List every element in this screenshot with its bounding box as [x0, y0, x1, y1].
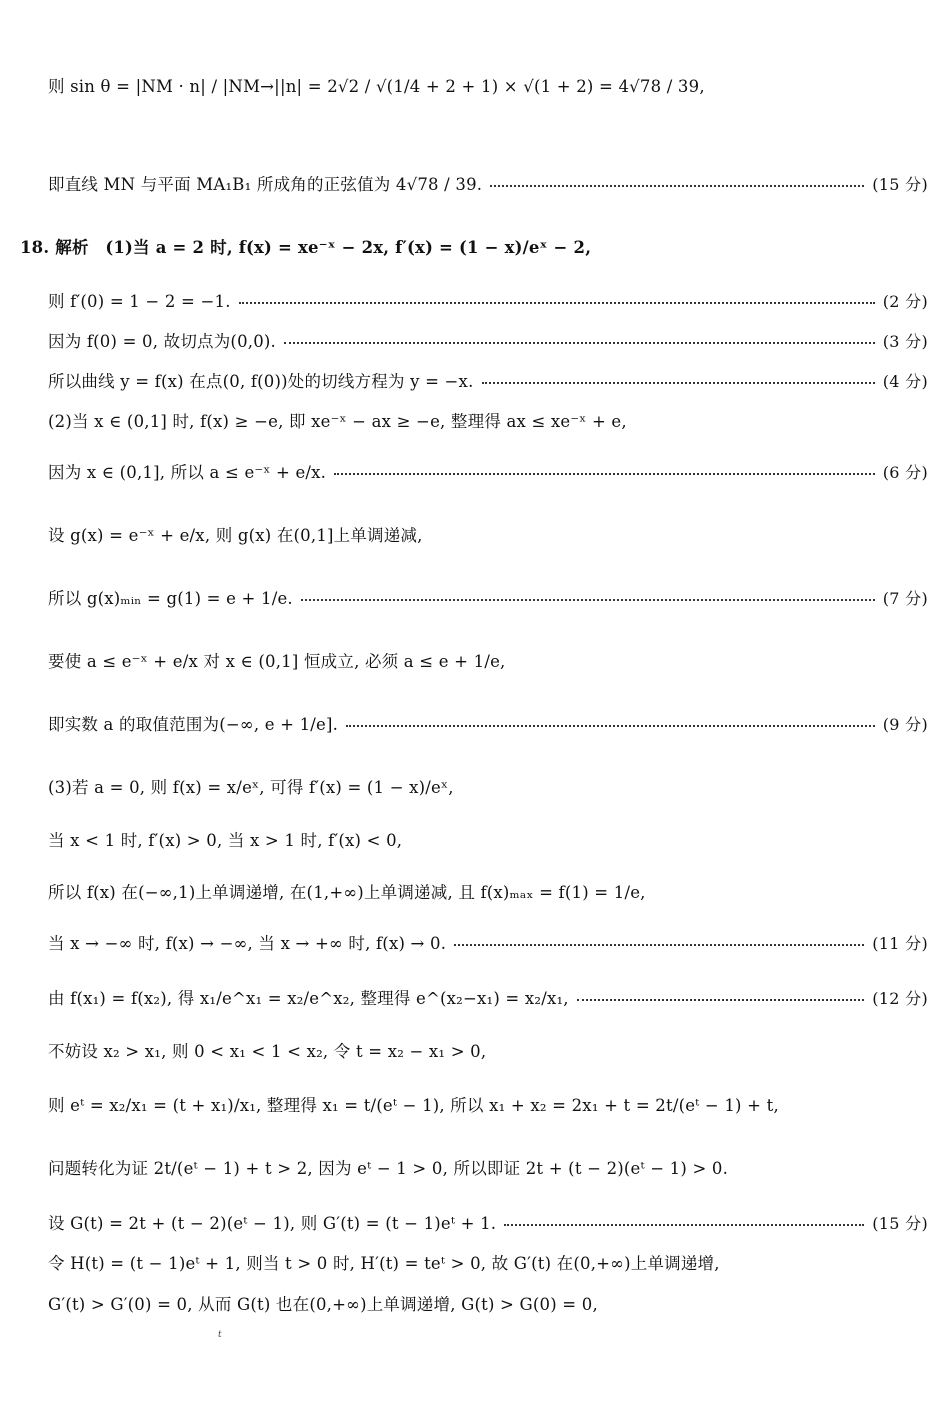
line-text: (2)当 x ∈ (0,1] 时, f(x) ≥ −e, 即 xe⁻ˣ − ax ≥ −e, 整理得 ax ≤ xe⁻ˣ + e,	[48, 412, 627, 431]
score-label: (11 分)	[872, 933, 928, 953]
line-text: 不妨设 x₂ > x₁, 则 0 < x₁ < 1 < x₂, 令 t = x₂ − x₁ > 0,	[48, 1042, 487, 1061]
leader-dots	[284, 342, 875, 344]
line-text: 设 g(x) = e⁻ˣ + e/x, 则 g(x) 在(0,1]上单调递减,	[48, 526, 423, 545]
score-label: (4 分)	[882, 371, 928, 391]
solution-line	[48, 403, 928, 437]
solution-line	[48, 580, 928, 614]
line-text: 因为 f(0) = 0, 故切点为(0,0).	[48, 332, 276, 351]
leader-dots	[334, 473, 875, 475]
leader-dots	[454, 944, 864, 946]
line-text: 要使 a ≤ e⁻ˣ + e/x 对 x ∈ (0,1] 恒成立, 必须 a ≤ e + 1/e,	[48, 652, 506, 671]
line-text: 问题转化为证 2t/(eᵗ − 1) + t > 2, 因为 eᵗ − 1 > 0, 所以即证 2t + (t − 2)(eᵗ − 1) > 0.	[48, 1159, 729, 1178]
line-text: G′(t) > G′(0) = 0, 从而 G(t) 也在(0,+∞)上单调递增, G(t) > G(0) = 0,	[48, 1295, 598, 1314]
line-text: 当 x → −∞ 时, f(x) → −∞, 当 x → +∞ 时, f(x) → 0.	[48, 934, 447, 953]
line-text: 令 H(t) = (t − 1)eᵗ + 1, 则当 t > 0 时, H′(t) = teᵗ > 0, 故 G′(t) 在(0,+∞)上单调递增,	[48, 1254, 720, 1273]
solution-line	[48, 1087, 928, 1121]
leader-dots	[490, 185, 864, 187]
solution-line	[48, 925, 928, 959]
line-text: 则 eᵗ = x₂/x₁ = (t + x₁)/x₁, 整理得 x₁ = t/(eᵗ − 1), 所以 x₁ + x₂ = 2x₁ + t = 2t/(eᵗ − 1) + t,	[48, 1096, 779, 1115]
solution-line	[48, 769, 928, 803]
solution-line	[48, 874, 928, 908]
line-text: 18. 解析 (1)当 a = 2 时, f(x) = xe⁻ˣ − 2x, f′(x) = (1 − x)/eˣ − 2,	[20, 238, 592, 257]
solution-line	[48, 822, 928, 856]
solution-line	[48, 363, 928, 397]
solution-line	[48, 980, 928, 1014]
line-text: 因为 x ∈ (0,1], 所以 a ≤ e⁻ˣ + e/x.	[48, 463, 327, 482]
solution-line	[48, 517, 928, 551]
line-text: 则 sin θ = |NM · n| / |NM→||n| = 2√2 / √(1/4 + 2 + 1) × √(1 + 2) = 4√78 / 39,	[48, 77, 705, 96]
line-text: 设 G(t) = 2t + (t − 2)(eᵗ − 1), 则 G′(t) = (t − 1)eᵗ + 1.	[48, 1214, 497, 1233]
solution-line	[48, 643, 928, 677]
line-text: 所以 f(x) 在(−∞,1)上单调递增, 在(1,+∞)上单调递减, 且 f(x)ₘₐₓ = f(1) = 1/e,	[48, 883, 646, 902]
line-text: 由 f(x₁) = f(x₂), 得 x₁/e^x₁ = x₂/e^x₂, 整理得 e^(x₂−x₁) = x₂/x₁,	[48, 989, 569, 1008]
leader-dots	[504, 1224, 864, 1226]
solution-line	[48, 323, 928, 357]
leader-dots	[301, 599, 875, 601]
line-text: 所以曲线 y = f(x) 在点(0, f(0))处的切线方程为 y = −x.	[48, 372, 474, 391]
solution-line	[48, 68, 928, 102]
solution-line	[48, 1286, 928, 1320]
line-text: (3)若 a = 0, 则 f(x) = x/eˣ, 可得 f′(x) = (1 − x)/eˣ,	[48, 778, 454, 797]
line-text: 即直线 MN 与平面 MA₁B₁ 所成角的正弦值为 4√78 / 39.	[48, 175, 483, 194]
leader-dots	[239, 302, 875, 304]
leader-dots	[346, 725, 875, 727]
line-text: 所以 g(x)ₘᵢₙ = g(1) = e + 1/e.	[48, 589, 293, 608]
leader-dots	[482, 382, 875, 384]
leader-dots	[577, 999, 865, 1001]
stray-mark: t	[218, 1330, 222, 1340]
score-label: (9 分)	[882, 714, 928, 734]
line-text: 即实数 a 的取值范围为(−∞, e + 1/e].	[48, 715, 339, 734]
solution-line	[48, 706, 928, 740]
score-label: (12 分)	[872, 988, 928, 1008]
score-label: (7 分)	[882, 588, 928, 608]
score-label: (15 分)	[872, 174, 928, 194]
line-text: 当 x < 1 时, f′(x) > 0, 当 x > 1 时, f′(x) < 0,	[48, 831, 403, 850]
solution-line	[48, 454, 928, 488]
score-label: (2 分)	[882, 291, 928, 311]
solution-line	[48, 166, 928, 200]
solution-line	[48, 1150, 928, 1184]
solution-line	[48, 283, 928, 317]
score-label: (3 分)	[882, 331, 928, 351]
score-label: (6 分)	[882, 462, 928, 482]
question-header	[20, 229, 928, 263]
score-label: (15 分)	[872, 1213, 928, 1233]
solution-line	[48, 1033, 928, 1067]
solution-line	[48, 1205, 928, 1239]
solution-line	[48, 1245, 928, 1279]
line-text: 则 f′(0) = 1 − 2 = −1.	[48, 292, 231, 311]
